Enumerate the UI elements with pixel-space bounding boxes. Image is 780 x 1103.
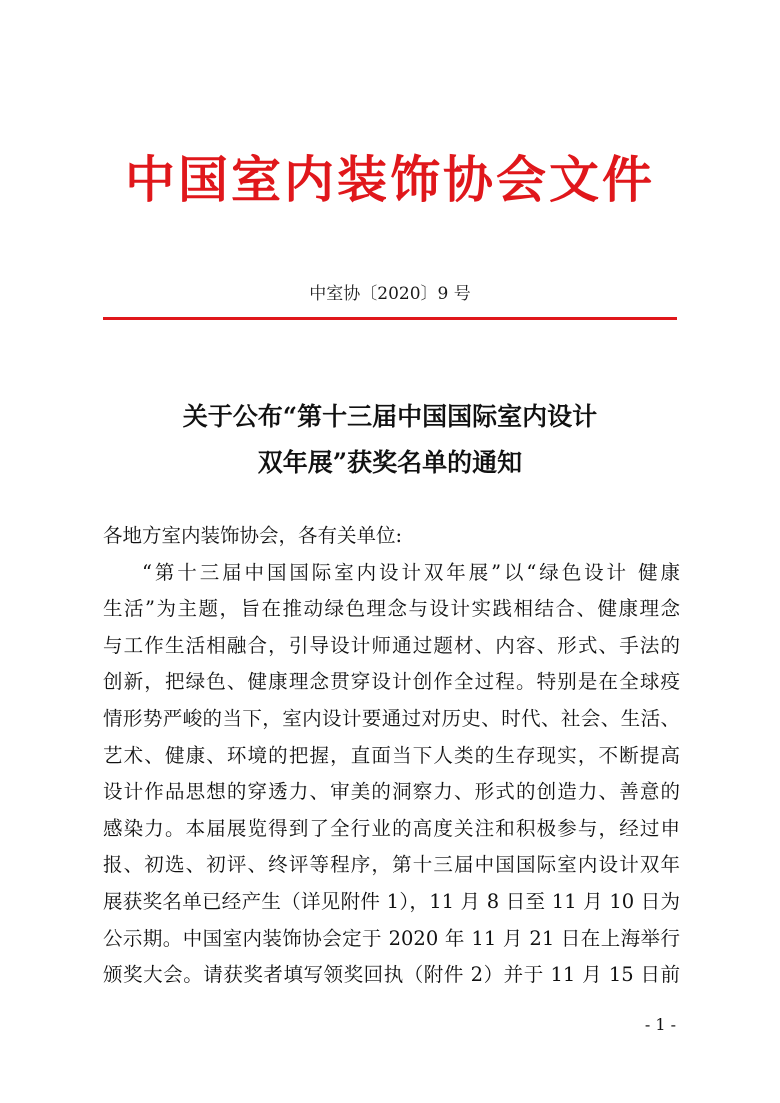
notice-title-line-1: 关于公布“第十三届中国国际室内设计 [182,402,598,431]
paragraph-line: 报、初选、初评、终评等程序，第十三届中国国际室内设计双年 [103,853,680,877]
red-divider-line [103,317,677,320]
paragraph-line: 公示期。中国室内装饰协会定于 2020 年 11 月 21 日在上海举行 [103,926,680,950]
page-number: - 1 - [644,1015,676,1034]
notice-title [0,394,780,486]
paragraph-line: 生活”为主题，旨在推动绿色理念与设计实践相结合、健康理念 [103,597,680,621]
paragraph-line: 感染力。本届展览得到了全行业的高度关注和积极参与，经过申 [103,816,680,840]
paragraph-line: 情形势严峻的当下，室内设计要通过对历史、时代、社会、生活、 [103,706,680,730]
paragraph-line: 艺术、健康、环境的把握，直面当下人类的生存现实，不断提高 [103,743,680,767]
paragraph-line: 与工作生活相融合，引导设计师通过题材、内容、形式、手法的 [103,633,680,657]
paragraph-line: “第十三届中国国际室内设计双年展”以“绿色设计 健康 [142,560,680,584]
paragraph-line: 创新，把绿色、健康理念贯穿设计创作全过程。特别是在全球疫 [103,670,680,694]
paragraph-line: 颁奖大会。请获奖者填写领奖回执（附件 2）并于 11 月 15 日前 [103,963,680,987]
notice-title-line-2: 双年展”获奖名单的通知 [257,448,523,477]
issuer-header-title: 中国室内装饰协会文件 [125,150,655,209]
body-text [103,518,680,994]
salutation: 各地方室内装饰协会，各有关单位: [103,524,403,547]
paragraph-line: 设计作品思想的穿透力、审美的洞察力、形式的创造力、善意的 [103,780,680,804]
document-number: 中室协〔2020〕9 号 [309,284,471,304]
paragraph-line: 展获奖名单已经产生（详见附件 1），11 月 8 日至 11 月 10 日为 [103,889,680,913]
